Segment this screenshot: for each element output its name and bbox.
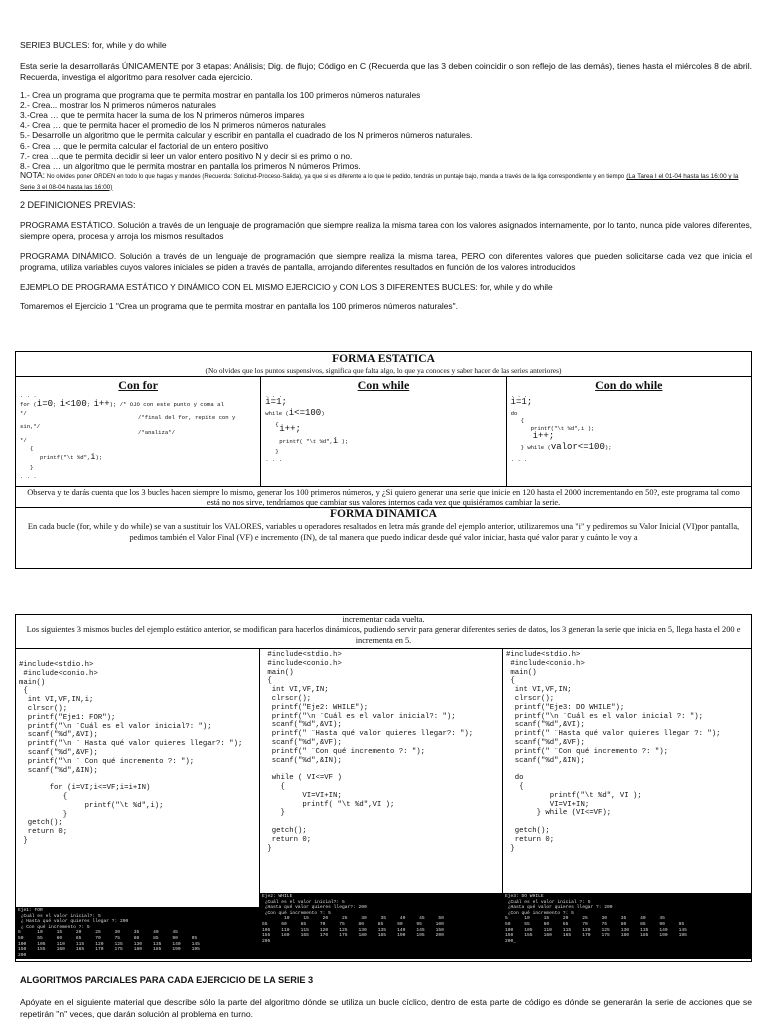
do-console-output: Eje3: DO WHILE ¿Cuál es el valor inicial ?: 5 ¿Hasta qué valor quieres llegar ?: 200 ¿Con qué incremento ?: 5 5 10 15 20 25 30 35 40 45 50 55 60 65 70 75 80 85 90 95 100 105 110 115 120 125 130 135 140 145 150 155 160 165 170 175 180 185 190 195 200_ [503, 893, 751, 959]
definitions-heading: 2 DEFINICIONES PREVIAS: [20, 200, 136, 210]
code-do-inc: i++; [532, 431, 555, 441]
task-list [20, 90, 752, 172]
footer-text: Apóyate en el siguiente material que describe sólo la parte del algoritmo dónde se utiliza un bucle cíclico, dentro de esta parte de código es dónde se generarán la serie de acciones que se repetirán "n" veces, que darán solución al problema en turno. [20, 996, 752, 1019]
dynamic-intro-bottom-2: Los siguientes 3 mismos bucles del ejemplo estático anterior, se modifican para hacerlos dinámicos, pudiendo servir para generar diferentes series de datos, los 3 generan la serie que inicia en 5, llega hasta el 200 e incrementa en 5. [26, 625, 741, 645]
code-while-inc: i++; [279, 424, 301, 434]
task-item: 6.- Crea … que le permita calcular el factorial de un entero positivo [20, 140, 269, 151]
code-printf: printf("\t %d",i ); [530, 425, 595, 432]
code-comment: */ [20, 410, 27, 417]
code-do-cond: valor<=100 [550, 442, 605, 452]
code-comment: /*final del for, repite con y [138, 414, 236, 421]
code-comment: /*analiza*/ [138, 429, 175, 436]
static-for-cell [16, 377, 261, 487]
code-brace: { [30, 445, 34, 452]
code-comment: */ [20, 437, 27, 444]
do-code-block: #include<stdio.h> #include<conio.h> main() { int VI,VF,IN; clrscr(); printf("Eje3: DO WHILE"); printf("\n ¨Cuál es el valor inicial ?: "); scanf("%d",&VI); printf(" ¨Hasta qué valor quieres llegar ?: "); scanf("%d",&VF); printf(" ¨Con qué incremento ?: "); scanf("%d",&IN); do { printf("\t %d", VI ); VI=VI+IN; } while (VI<=VF); getch(); return 0; } [506, 651, 721, 853]
code-end: ) [321, 410, 325, 417]
code-dots: . . . [510, 392, 528, 399]
code-while-cond: i<=100 [288, 408, 322, 418]
code-brace: { [520, 417, 524, 424]
dynamic-while-column [260, 649, 503, 959]
nota-deadline: (La Tarea I el 01-04 hasta las 16:00 y la Serie 3 el 08-04 hasta las 16:00) [20, 173, 739, 191]
series-intro: Esta serie la desarrollarás ÚNICAMENTE por 3 etapas: Análisis; Dig. de flujo; Código en C (Recuerda que las 3 deben coincidir o son reflejo de las demás), tienes hasta el miércoles 8 de abril. Recuerda, investiga el algoritmo para resolver cada ejercicio. [20, 60, 752, 82]
task-item: 1.- Crea un programa que programa que te permita mostrar en pantalla los 100 primeros números naturales [20, 89, 421, 100]
code-do-init: i=1; [510, 397, 533, 407]
dynamic-intro-top: En cada bucle (for, while y do while) se van a sustituir los VALORES, variables u operadores resaltados en letra más grande del ejemplo anterior, utilizaremos una "i" y pediremos su Valor Inicial (VI)por pantalla, pedimos también el Valor Final (VF) e incremento (IN), de tal manera que puedo indicar desde qué valor iniciar, hasta qué valor parar y cuánto le voy a [27, 522, 740, 543]
code-var: i [90, 452, 96, 462]
code-while-keyword: while ( [265, 410, 289, 417]
task-item: 8.- Crea … un algoritmo que le permita mostrar en pantalla los primeros N números Primos. [20, 160, 361, 171]
code-brace: { [275, 421, 279, 428]
dynamic-for-column [16, 649, 260, 959]
col-do-heading: Con do while [595, 378, 663, 392]
static-for-code [20, 392, 256, 484]
code-comment: sin,*/ [20, 423, 41, 430]
dynamic-table [15, 614, 752, 962]
example-heading: EJEMPLO DE PROGRAMA ESTÁTICO Y DINÁMICO CON EL MISMO EJERCICIO y CON LOS 3 DIFERENTES BUCLES: for, while y do while [20, 281, 553, 292]
nota [20, 171, 752, 192]
static-do-code [511, 392, 747, 484]
code-dots: . . . [265, 456, 283, 463]
static-loops-table [16, 376, 751, 486]
task-item: 2.- Crea... mostrar los N primeros números naturales [20, 99, 216, 110]
code-dots: . . . [265, 392, 283, 399]
code-var: i [333, 436, 339, 446]
static-while-cell [261, 377, 506, 487]
for-code-block: #include<stdio.h> #include<conio.h> main() { int VI,VF,IN,i; clrscr(); printf("Eje1: FOR"); printf("\n ¨Cuál es el valor inicial?: "); scanf("%d",&VI); printf("\n ¨ Hasta qué valor quieres llegar?: "); scanf("%d",&VF); printf("\n ¨ Con qué incremento ?: "); scanf("%d",&IN); for (i=VI;i<=VF;i=i+IN) { printf("\t %d",i); } getch(); return 0; } [19, 661, 243, 845]
code-printf: ); [95, 454, 103, 461]
col-while-heading: Con while [357, 378, 410, 392]
code-sep: ; [86, 401, 94, 408]
observation-text: Observa y te darás cuenta que los 3 bucles hacen siempre lo mismo, generar los 100 primeros números, y ¿Si quiero generar una serie que inicie en 120 hasta el 2000 incrementando en 50?, este programa tal como está no nos sirve, tendríamos que cambiar sus valores internos cada vez que quisiéramos cambiar la serie. [16, 486, 751, 507]
code-brace: } [30, 464, 34, 471]
code-dots: . . . [20, 392, 37, 399]
footer-heading: ALGORITMOS PARCIALES PARA CADA EJERCICIO DE LA SERIE 3 [20, 975, 314, 985]
code-for-cond: i<100 [59, 399, 87, 409]
static-do-cell [506, 377, 751, 487]
dynamic-columns [16, 648, 751, 959]
static-definition: PROGRAMA ESTÁTICO. Solución a través de un lenguaje de programación que siempre realiza la misma tarea con los valores asignados internamente, por lo tanto, nunca pide valores diferentes, siempre opera, procesa y arroja los mismos resultados [20, 219, 752, 241]
intro-section [20, 40, 752, 192]
col-for-heading: Con for [118, 378, 158, 392]
code-dots: . . . [20, 473, 37, 480]
dynamic-definition: PROGRAMA DINÁMICO. Solución a través de un lenguaje de programación que siempre realiza la misma tarea, PERO con diferentes valores que pueden solicitarse cada vez que inicia el programa, utiliza variables cuyos valores iniciales se piden a través de pantalla, arrojando diferentes resultados en función de los valores introducidos [20, 250, 752, 272]
nota-text: No olvides poner ORDEN en todo lo que hagas y mandes (Recuerda: Solicitud-Proceso-Salida), ya que si es diferente a lo que le pedido, tendrás un puntaje bajo, manda a través de la liga correspondiente y en tiempo [46, 174, 625, 181]
series-title: SERIE3 BUCLES: for, while y do while [20, 40, 167, 50]
dynamic-do-column [503, 649, 751, 959]
task-item: 3.-Crea … que te permita hacer la suma de los N primeros números impares [20, 109, 305, 120]
for-console-output: Eje1: FOR ¿Cuál es el valor inicial?: 5 ¿ Hasta qué valor quieres llegar ?: 200 ¿ Con qué incremento ?: 5 5 10 15 20 25 30 35 40 45 50 55 60 65 70 75 80 85 90 95 100 105 110 115 120 125 130 135 140 145 150 155 160 165 170 175 180 185 190 195 200 [16, 907, 259, 959]
code-printf: printf("\t %d", [40, 454, 91, 461]
code-sep: ; [53, 401, 60, 408]
code-end: ); [604, 444, 612, 451]
code-brace: } [275, 448, 279, 455]
dynamic-title: FORMA DINAMICA [16, 507, 751, 521]
code-for-inc: i++ [93, 399, 110, 409]
code-printf: printf( "\t %d", [279, 438, 333, 445]
definitions-section [20, 200, 752, 313]
code-do-close: } while ( [520, 444, 551, 451]
footer-section [20, 975, 752, 1020]
static-subtitle: (No olvides que los puntos suspensivos, significa que falta algo, lo que ya conoces y saber hacer de las series anteriores) [205, 366, 562, 375]
dynamic-intro-bottom-1: incrementar cada vuelta. [342, 615, 425, 624]
code-dots: . . . [510, 456, 528, 463]
static-table [15, 351, 752, 569]
example-intro: Tomaremos el Ejercicio 1 "Crea un programa que te permita mostrar en pantalla los 100 primeros números naturales". [20, 301, 458, 311]
while-code-block: #include<stdio.h> #include<conio.h> main() { int VI,VF,IN; clrscr(); printf("Eje2: WHILE"); printf("\n ¨Cuál es el valor inicial?: "); scanf("%d",&VI); printf(" ¨Hasta qué valor quieres llegar?: "); scanf("%d",&VF); printf(" ¨Con qué incremento ?: "); scanf("%d",&IN); while ( VI<=VF ) { VI=VI+IN; printf( "\t %d",VI ); } getch(); return 0; } [267, 651, 474, 853]
code-do-keyword: do [510, 410, 518, 417]
task-item: 5.- Desarrolle un algoritmo que le permita calcular y escribir en pantalla el cuadrado de los N primeros números naturales. [20, 130, 473, 141]
code-while-init: i=1; [265, 397, 287, 407]
code-end: ); [109, 401, 120, 408]
static-title: FORMA ESTATICA [332, 353, 435, 365]
code-for-keyword: for ( [20, 401, 37, 408]
while-console-output: Eje2: WHILE ¿Cuál es el valor inicial?: 5 ¿Hasta qué valor quieres llegar?: 200 ¿Con qué incremento ?: 5 10 15 20 25 30 35 40 45 50 55 60 65 70 75 80 85 90 95 100 105 110 115 120 125 130 135 140 145 150 155 160 165 170 175 180 185 190 195 200 205 [260, 893, 502, 959]
static-while-code [265, 392, 501, 484]
nota-label: NOTA: [20, 170, 45, 181]
code-comment: /* OJO con este punto y coma al [119, 401, 224, 408]
code-for-init: i=0 [36, 399, 53, 409]
code-printf: ); [338, 438, 349, 445]
task-item: 4.- Crea … que te permita hacer el promedio de los N primeros números naturales [20, 120, 326, 131]
task-item: 7.- crea …que te permita decidir si leer un valor entero positivo N y decir si es primo o no. [20, 150, 353, 161]
